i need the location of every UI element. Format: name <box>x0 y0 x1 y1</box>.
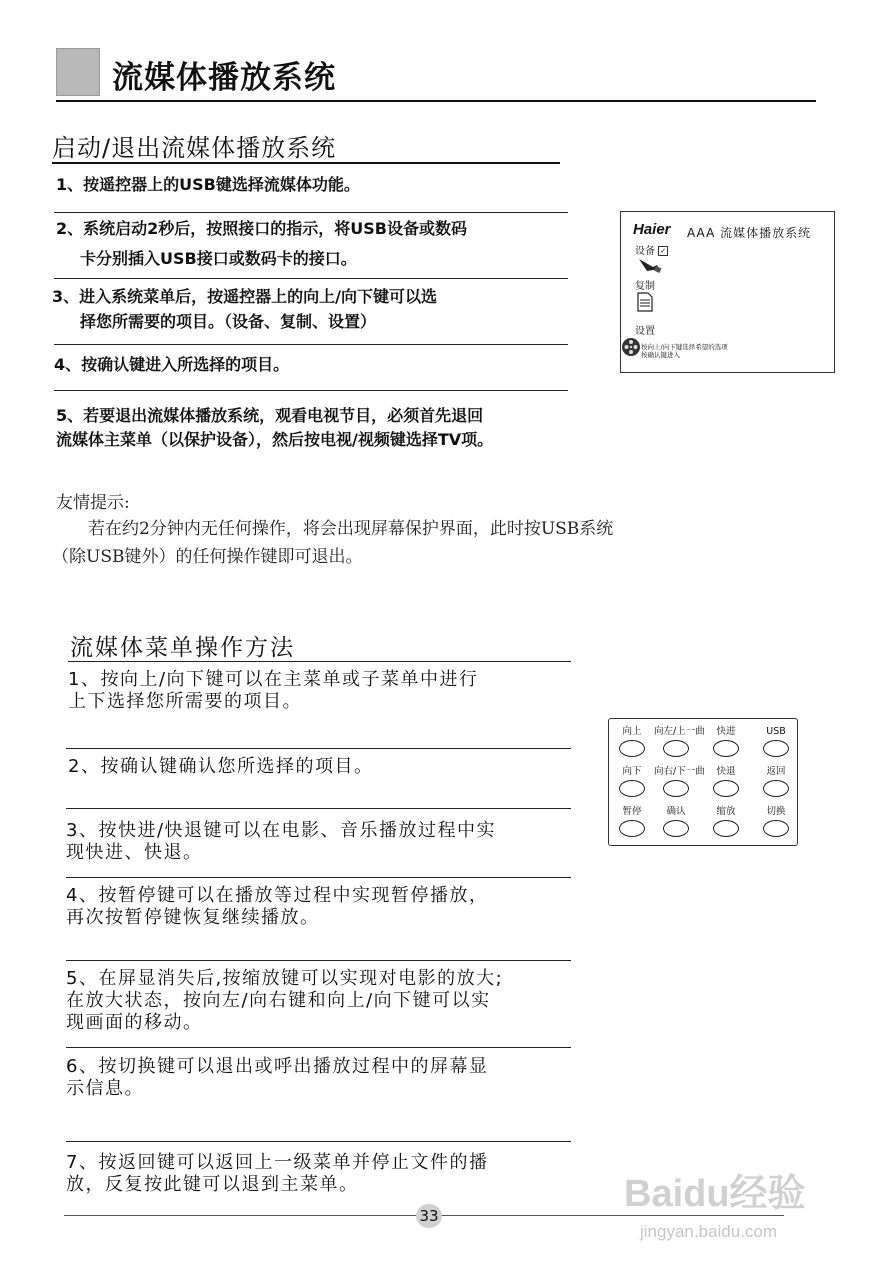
section1-step5-line2: 流媒体主菜单（以保护设备），然后按电视/视频键选择TV项。 <box>56 430 494 449</box>
section2-heading: 流媒体菜单操作方法 <box>70 635 295 661</box>
step-divider <box>54 344 568 345</box>
key-confirm: 确认 <box>654 806 698 837</box>
tip-label: 友情提示: <box>56 493 130 513</box>
screen-title: AAA 流媒体播放系统 <box>687 226 812 240</box>
haier-logo: Haier <box>633 221 671 238</box>
section1-step5-line1: 5、若要退出流媒体播放系统，观看电视节目，必须首先退回 <box>56 406 484 425</box>
item-divider <box>66 877 571 878</box>
step-divider <box>54 390 568 391</box>
section2-item2: 2、按确认键确认您所选择的项目。 <box>68 756 374 777</box>
document-icon <box>637 292 653 316</box>
key-down: 向下 <box>610 766 654 797</box>
item-divider <box>66 1047 571 1048</box>
section1-divider <box>52 162 560 164</box>
section2-item7: 7、按返回键可以返回上一级菜单并停止文件的播 放，反复按此键可以退到主菜单。 <box>66 1152 489 1195</box>
menu-screen-illustration <box>620 211 835 373</box>
page-number: 33 <box>416 1204 442 1228</box>
screen-item-device: 设备 ✓ <box>635 242 668 257</box>
section1-step2-line2: 卡分别插入USB接口或数码卡的接口。 <box>80 249 357 268</box>
key-right-next: 向右/下一曲 <box>654 766 698 797</box>
item-divider <box>66 748 571 749</box>
section1-step3-line1: 3、进入系统菜单后，按遥控器上的向上/向下键可以选 <box>52 287 437 306</box>
section2-item1: 1、按向上/向下键可以在主菜单或子菜单中进行 上下选择您所需要的项目。 <box>68 669 479 712</box>
screen-hint: 按向上/向下键选择希望的选项 按确认键进入 <box>641 343 728 359</box>
baidu-watermark-logo: Baidu经验 <box>624 1173 806 1215</box>
key-pause: 暂停 <box>610 806 654 837</box>
key-up: 向上 <box>610 726 654 757</box>
item-divider <box>66 808 571 809</box>
item-divider <box>66 1141 571 1142</box>
checkbox-icon: ✓ <box>658 246 668 256</box>
title-divider <box>56 100 816 102</box>
step-divider <box>54 212 568 213</box>
section1-step4: 4、按确认键进入所选择的项目。 <box>54 355 290 374</box>
film-reel-icon <box>621 336 641 362</box>
key-rewind: 快退 <box>704 766 748 797</box>
page-title: 流媒体播放系统 <box>112 60 336 96</box>
section2-item5: 5、在屏显消失后,按缩放键可以实现对电影的放大; 在放大状态，按向左/向右键和向上/向下键可以实 现画面的移动。 <box>66 968 504 1033</box>
section1-step3-line2: 择您所需要的项目。（设备、复制、设置） <box>80 312 377 331</box>
key-zoom: 缩放 <box>704 806 748 837</box>
section2-item3: 3、按快进/快退键可以在电影、音乐播放过程中实 现快进、快退。 <box>66 820 497 863</box>
section1-step2-line1: 2、系统启动2秒后，按照接口的指示，将USB设备或数码 <box>56 219 467 238</box>
section1-step1: 1、按遥控器上的USB键选择流媒体功能。 <box>56 175 360 194</box>
key-switch: 切换 <box>754 806 798 837</box>
tip-line1: 若在约2分钟内无任何操作，将会出现屏幕保护界面，此时按USB系统 <box>88 519 614 539</box>
section2-item4: 4、按暂停键可以在播放等过程中实现暂停播放， 再次按暂停键恢复继续播放。 <box>66 885 489 928</box>
screen-item-settings: 设置 <box>635 326 655 337</box>
section1-heading: 启动/退出流媒体播放系统 <box>52 134 337 162</box>
section2-item6: 6、按切换键可以退出或呼出播放过程中的屏幕显 示信息。 <box>66 1056 489 1099</box>
item-divider <box>66 960 571 961</box>
key-left-prev: 向左/上一曲 <box>654 726 698 757</box>
tip-line2: （除USB键外）的任何操作键即可退出。 <box>52 547 363 567</box>
title-marker-block <box>56 48 100 96</box>
key-return: 返回 <box>754 766 798 797</box>
key-fast-forward: 快进 <box>704 726 748 757</box>
remote-keypad-illustration <box>608 718 798 846</box>
step-divider <box>54 278 568 279</box>
section2-divider <box>68 661 571 662</box>
usb-device-icon <box>637 255 663 279</box>
screen-item-copy: 复制 <box>635 281 655 292</box>
baidu-watermark-url: jingyan.baidu.com <box>640 1222 778 1241</box>
key-usb: USB <box>754 726 798 757</box>
